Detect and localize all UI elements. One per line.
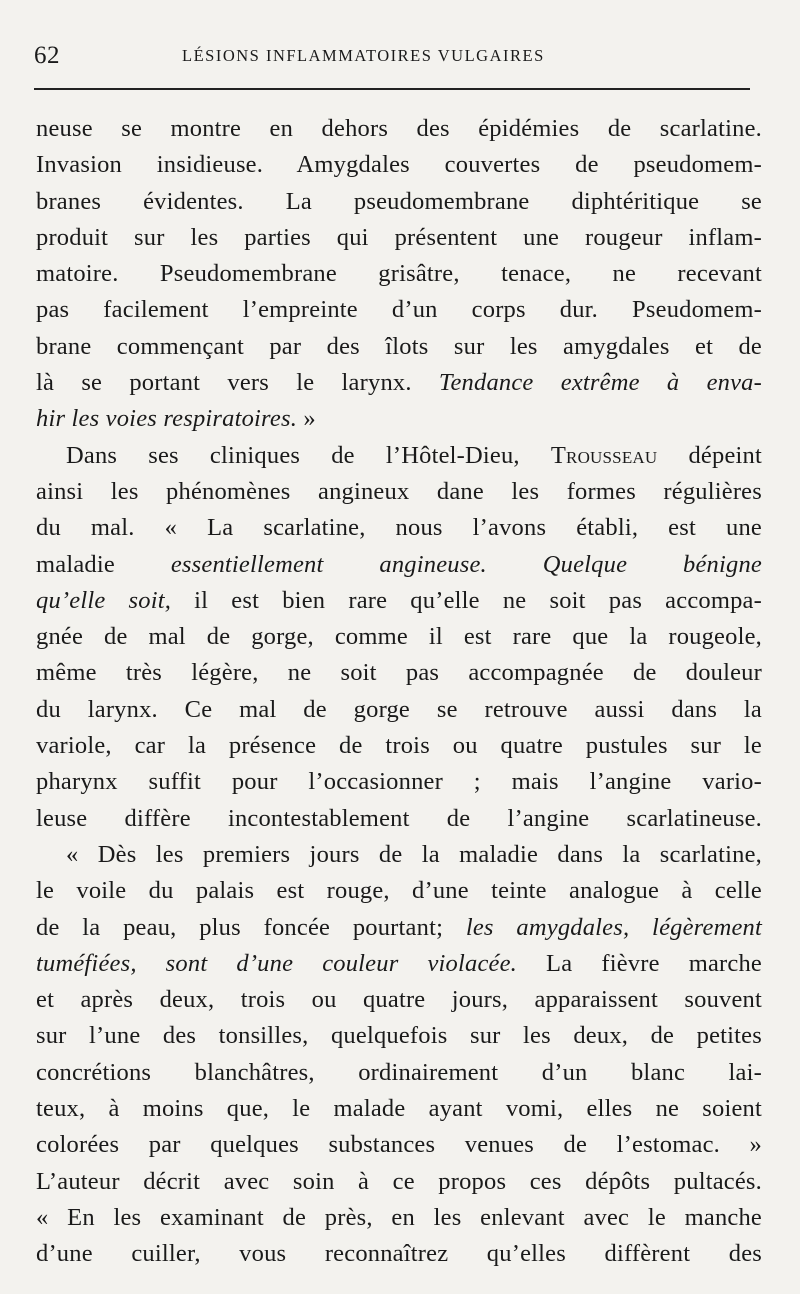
text-line: variole, car la présence de trois ou quatre pustules sur le <box>36 732 762 760</box>
text-line: du mal. « La scarlatine, nous l’avons établi, est une <box>36 514 762 542</box>
italic-run: hir les voies respiratoires. <box>36 405 298 433</box>
text-line: pharynx suffit pour l’occasionner ; mais l’angine vario- <box>36 768 762 796</box>
text-line: et après deux, trois ou quatre jours, apparaissent souvent <box>36 986 762 1014</box>
italic-run: Tendance extrême à enva- <box>438 369 762 397</box>
text-line <box>36 946 762 982</box>
author-name: Trousseau <box>550 441 658 469</box>
italic-run: les amygdales, légèrement <box>465 913 762 941</box>
text-run: Dans ses cliniques de l’Hôtel-Dieu, <box>66 441 551 469</box>
text-run: La fièvre marche <box>517 949 762 977</box>
text-line: branes évidentes. La pseudomembrane diphtéritique se <box>36 187 762 215</box>
paragraph-start-line <box>36 438 762 474</box>
body-text <box>36 111 762 1273</box>
text-line: concrétions blanchâtres, ordinairement d’un blanc lai- <box>36 1058 762 1086</box>
text-line: ainsi les phénomènes angineux dane les formes régulières <box>36 477 762 505</box>
text-line <box>36 583 762 619</box>
text-line: L’auteur décrit avec soin à ce propos ces dépôts pultacés. <box>36 1167 762 1195</box>
text-line: teux, à moins que, le malade ayant vomi, elles ne soient <box>36 1095 762 1123</box>
italic-run: tuméfiées, sont d’une couleur violacée. <box>36 949 518 977</box>
running-head <box>34 36 750 76</box>
header-rule <box>34 88 750 90</box>
text-line: matoire. Pseudomembrane grisâtre, tenace, ne recevant <box>36 260 762 288</box>
text-line <box>36 547 762 583</box>
text-line: le voile du palais est rouge, d’une teinte analogue à celle <box>36 877 762 905</box>
italic-run: essentiellement angineuse. Quelque bénigne <box>170 550 762 578</box>
page-number: 62 <box>34 42 60 69</box>
text-line <box>36 401 762 437</box>
running-title: LÉSIONS INFLAMMATOIRES VULGAIRES <box>182 46 545 65</box>
text-line: sur l’une des tonsilles, quelquefois sur les deux, de petites <box>36 1022 762 1050</box>
text-line: du larynx. Ce mal de gorge se retrouve aussi dans la <box>36 695 762 723</box>
text-line: produit sur les parties qui présentent une rougeur inflam- <box>36 223 762 251</box>
text-line: neuse se montre en dehors des épidémies de scarlatine. <box>36 115 762 142</box>
text-line: d’une cuiller, vous reconnaîtrez qu’elles diffèrent des <box>36 1240 762 1268</box>
text-run: » <box>297 405 316 433</box>
text-run: maladie <box>36 550 171 578</box>
text-run: de la peau, plus foncée pourtant; <box>36 913 466 941</box>
paragraph-start-line: « Dès les premiers jours de la maladie dans la scarlatine, <box>66 840 762 868</box>
text-line: colorées par quelques substances venues de l’estomac. » <box>36 1131 762 1159</box>
text-run: il est bien rare qu’elle ne soit pas accompa- <box>171 586 762 614</box>
italic-run: qu’elle soit, <box>36 586 172 614</box>
text-line: même très légère, ne soit pas accompagnée de douleur <box>36 659 762 687</box>
text-line: brane commençant par des îlots sur les amygdales et de <box>36 332 762 360</box>
text-line <box>36 365 762 401</box>
text-line: leuse diffère incontestablement de l’angine scarlatineuse. <box>36 804 762 832</box>
text-line: gnée de mal de gorge, comme il est rare que la rougeole, <box>36 623 762 651</box>
text-line <box>36 910 762 946</box>
text-run: dépeint <box>657 441 762 469</box>
text-line: « En les examinant de près, en les enlevant avec le manche <box>36 1203 762 1231</box>
text-line: Invasion insidieuse. Amygdales couvertes de pseudomem- <box>36 151 762 179</box>
text-line: pas facilement l’empreinte d’un corps dur. Pseudomem- <box>36 296 762 324</box>
text-run: là se portant vers le larynx. <box>36 369 439 397</box>
